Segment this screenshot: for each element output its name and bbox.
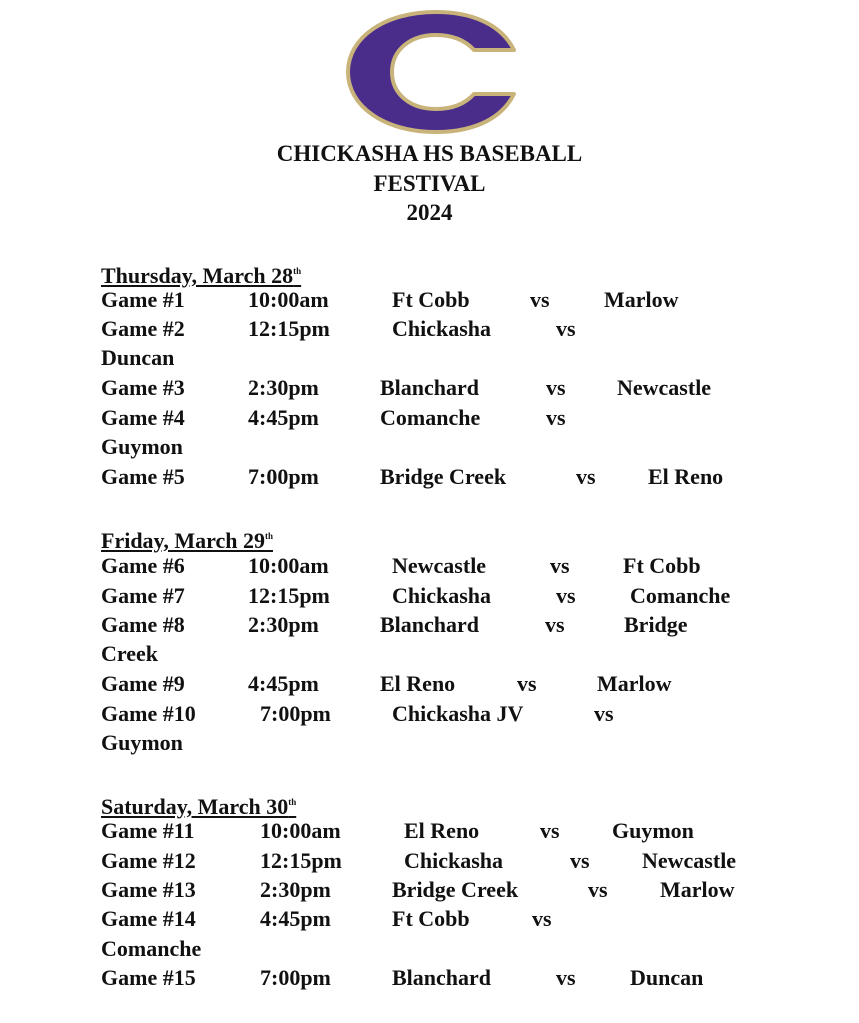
game-time: 4:45pm [248, 671, 319, 696]
vs-label: vs [556, 965, 576, 990]
home-team: Chickasha JV [392, 701, 524, 726]
game-time: 10:00am [248, 287, 329, 312]
away-team: Duncan [101, 345, 175, 370]
vs-label: vs [550, 553, 570, 578]
away-team: El Reno [648, 464, 724, 489]
home-team: Ft Cobb [392, 906, 470, 931]
vs-label: vs [588, 877, 608, 902]
game-time: 12:15pm [248, 583, 330, 608]
home-team: Comanche [380, 405, 481, 430]
game-label: Game #15 [101, 965, 196, 990]
game-label: Game #6 [101, 553, 185, 578]
home-team: Ft Cobb [392, 287, 470, 312]
game-label: Game #13 [101, 877, 196, 902]
game-label: Game #10 [101, 701, 196, 726]
vs-label: vs [532, 906, 552, 931]
home-team: Blanchard [380, 612, 480, 637]
game-time: 7:00pm [260, 701, 331, 726]
game-time: 7:00pm [260, 965, 331, 990]
away-team: Marlow [660, 877, 735, 902]
game-time: 7:00pm [248, 464, 319, 489]
game-label: Game #5 [101, 464, 185, 489]
game-time: 2:30pm [248, 612, 319, 637]
away-team: Marlow [597, 671, 672, 696]
title-line-1: CHICKASHA HS BASEBALL [276, 141, 583, 166]
game-label: Game #9 [101, 671, 185, 696]
game-time: 4:45pm [248, 405, 319, 430]
home-team: Blanchard [380, 375, 480, 400]
game-time: 12:15pm [260, 848, 342, 873]
away-team: Guymon [612, 818, 694, 843]
game-time: 4:45pm [260, 906, 331, 931]
game-time: 10:00am [260, 818, 341, 843]
game-label: Game #3 [101, 375, 185, 400]
away-team-continued: Creek [101, 641, 159, 666]
game-label: Game #4 [101, 405, 185, 430]
vs-label: vs [540, 818, 560, 843]
title-line-2: FESTIVAL [373, 171, 486, 196]
game-label: Game #1 [101, 287, 185, 312]
game-label: Game #14 [101, 906, 196, 931]
away-team: Guymon [101, 730, 183, 755]
home-team: Blanchard [392, 965, 492, 990]
chickasha-c-logo [340, 8, 522, 136]
home-team: Chickasha [392, 583, 492, 608]
away-team: Comanche [630, 583, 731, 608]
game-time: 2:30pm [260, 877, 331, 902]
game-time: 10:00am [248, 553, 329, 578]
away-team: Duncan [630, 965, 704, 990]
away-team: Guymon [101, 434, 183, 459]
away-team: Newcastle [642, 848, 737, 873]
away-team: Bridge [624, 612, 688, 637]
away-team: Newcastle [617, 375, 712, 400]
day-heading-friday: Friday, March 29th [101, 528, 273, 553]
home-team: Bridge Creek [380, 464, 507, 489]
vs-label: vs [546, 405, 566, 430]
away-team: Comanche [101, 936, 202, 961]
vs-label: vs [576, 464, 596, 489]
home-team: Newcastle [392, 553, 487, 578]
game-label: Game #12 [101, 848, 196, 873]
vs-label: vs [530, 287, 550, 312]
home-team: El Reno [380, 671, 456, 696]
vs-label: vs [556, 316, 576, 341]
home-team: Chickasha [392, 316, 492, 341]
game-time: 2:30pm [248, 375, 319, 400]
vs-label: vs [517, 671, 537, 696]
day-heading-saturday: Saturday, March 30th [101, 794, 297, 819]
vs-label: vs [546, 375, 566, 400]
game-label: Game #11 [101, 818, 195, 843]
game-label: Game #7 [101, 583, 185, 608]
game-label: Game #8 [101, 612, 185, 637]
home-team: Chickasha [404, 848, 504, 873]
game-label: Game #2 [101, 316, 185, 341]
home-team: Bridge Creek [392, 877, 519, 902]
away-team: Ft Cobb [623, 553, 701, 578]
vs-label: vs [594, 701, 614, 726]
vs-label: vs [545, 612, 565, 637]
game-time: 12:15pm [248, 316, 330, 341]
day-heading-thursday: Thursday, March 28th [101, 263, 302, 288]
away-team: Marlow [604, 287, 679, 312]
title-line-3: 2024 [406, 200, 453, 225]
home-team: El Reno [404, 818, 480, 843]
vs-label: vs [556, 583, 576, 608]
vs-label: vs [570, 848, 590, 873]
